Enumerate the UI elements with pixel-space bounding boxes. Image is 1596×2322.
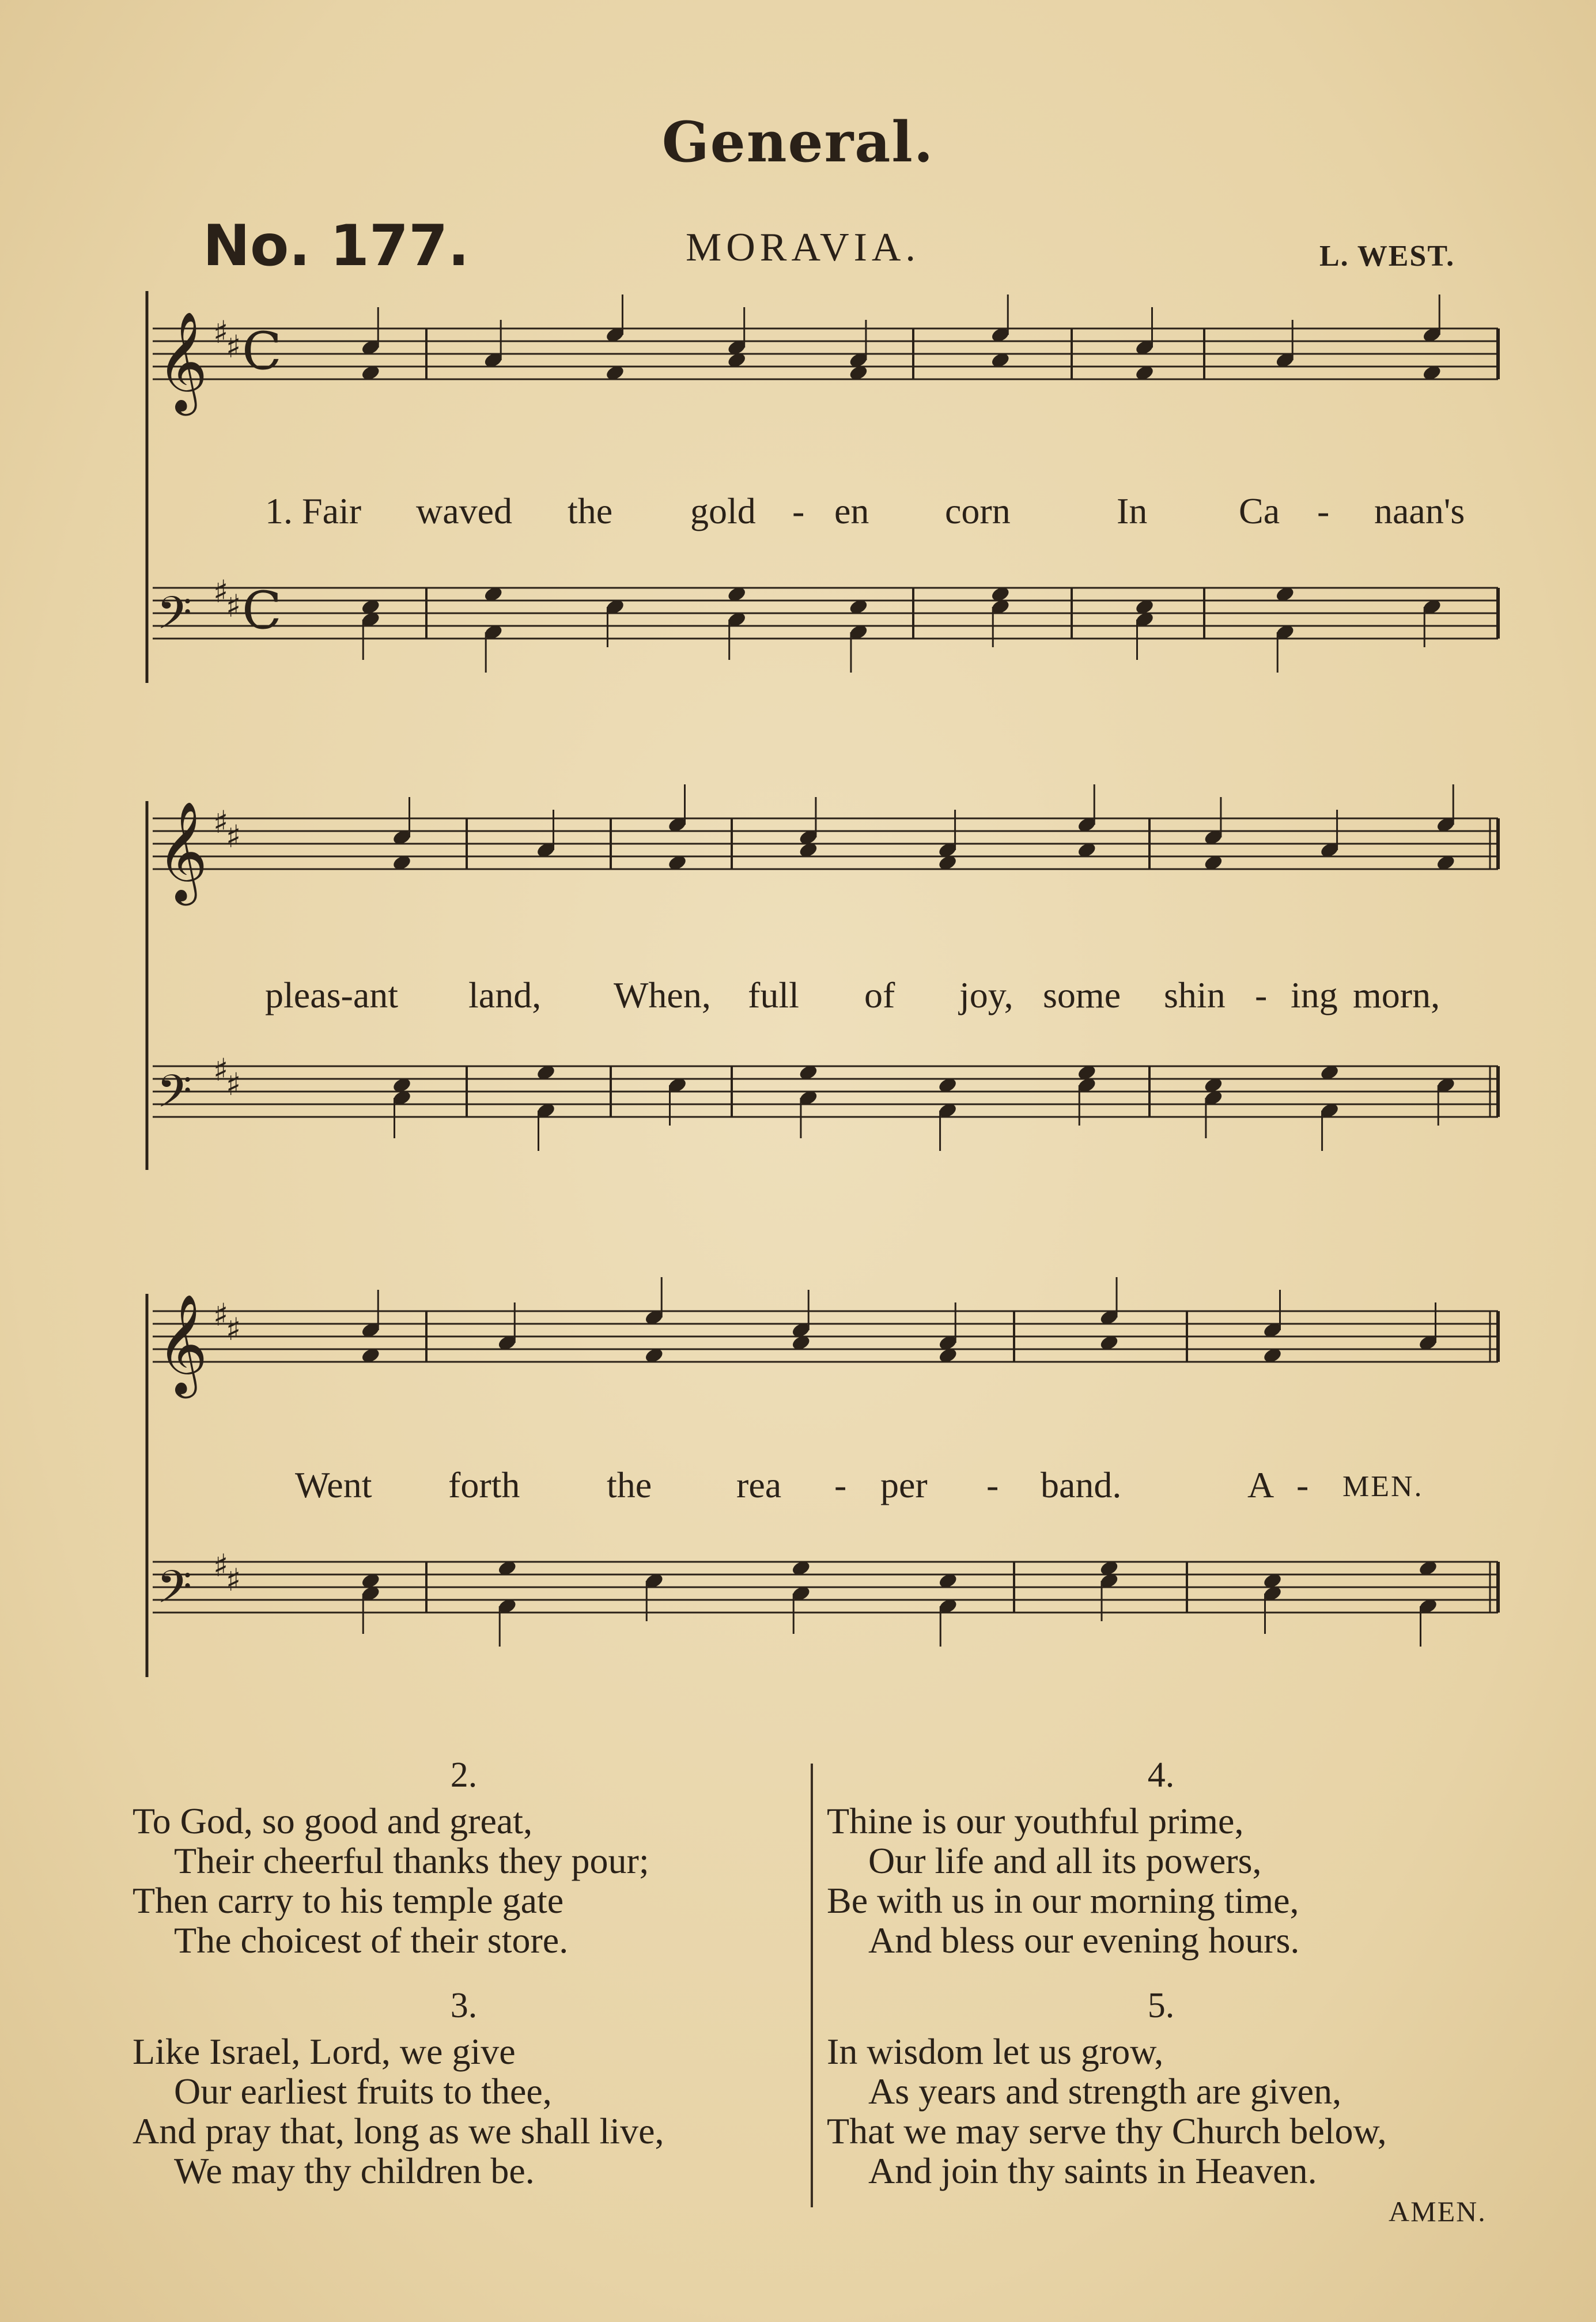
lyric-syllable: waved [416,490,513,531]
lyric-syllable: land, [468,975,542,1015]
lyric-syllable: band. [1041,1464,1122,1505]
lyric-syllable: full [748,975,799,1015]
verse-3 [133,2032,664,2191]
lyric-syllable: MEN. [1342,1470,1424,1503]
verse-line: Thine is our youthful prime, [827,1800,1244,1841]
verse-line: Our life and all its powers, [868,1840,1262,1881]
section-title: General. [661,110,935,175]
lyric-syllable: per [880,1464,928,1505]
verse-number: 2. [450,1755,478,1795]
lyric-syllable: - [986,1464,999,1505]
common-time-icon: C [242,580,282,641]
lyric-syllable: - [792,490,805,531]
bass-clef-icon: 𝄢 [157,1561,192,1625]
verse-2 [133,1801,649,1960]
sharp-icon: ♯ [213,804,229,840]
sharp-icon: ♯ [226,1311,241,1347]
verse-number: 3. [450,1986,478,2025]
lyric-syllable: the [568,490,613,531]
verse-line: As years and strength are given, [868,2071,1342,2112]
lyric-syllable: morn, [1353,975,1440,1015]
lyric-syllable: 1. Fair [265,490,362,531]
verse-line: And pray that, long as we shall live, [133,2110,664,2151]
lyric-syllable: en [834,490,869,531]
lyric-syllable: - [834,1464,847,1505]
verse-4 [827,1801,1299,1960]
verse-number: 5. [1147,1986,1175,2025]
lyric-syllable: naan's [1374,490,1465,531]
lyric-syllable: joy, [959,975,1013,1015]
verse-line: To God, so good and great, [133,1800,533,1841]
bass-clef-icon: 𝄢 [157,587,192,651]
sharp-icon: ♯ [226,1562,241,1598]
sharp-icon: ♯ [226,818,241,855]
sharp-icon: ♯ [213,1547,229,1584]
sharp-icon: ♯ [213,314,229,350]
lyric-syllable: corn [945,490,1011,531]
treble-clef-icon: 𝄞 [157,311,208,411]
lyric-syllable: rea [736,1464,782,1505]
verse-line: Like Israel, Lord, we give [133,2031,516,2072]
lyric-syllable: shin [1164,975,1226,1015]
lyric-syllable: pleas-ant [265,975,398,1015]
lyric-syllable: Ca [1239,490,1280,531]
sharp-icon: ♯ [226,588,241,624]
verse-line: And bless our evening hours. [868,1920,1300,1961]
verse-5 [827,2032,1387,2191]
verse-line: In wisdom let us grow, [827,2031,1164,2072]
column-divider [811,1764,813,2207]
verse-line: We may thy children be. [174,2150,535,2191]
sharp-icon: ♯ [213,1297,229,1333]
verse-line: And join thy saints in Heaven. [868,2150,1317,2191]
sharp-icon: ♯ [213,573,229,610]
lyric-syllable: In [1117,490,1148,531]
lyric-syllable: ing [1291,975,1338,1015]
verse-line: That we may serve thy Church below, [827,2110,1387,2151]
lyric-syllable: - [1296,1464,1309,1505]
verse-line: Then carry to his temple gate [133,1880,564,1921]
lyric-syllable: - [1317,490,1330,531]
composer: L. WEST. [1319,240,1455,273]
hymn-number: No. 177. [203,213,470,279]
sharp-icon: ♯ [226,1066,241,1103]
lyric-syllable: - [1255,975,1268,1015]
common-time-icon: C [242,321,282,382]
lyric-syllable: the [607,1464,652,1505]
tune-name: MORAVIA. [686,225,920,270]
sharp-icon: ♯ [213,1052,229,1088]
lyric-syllable: gold [690,490,756,531]
lyric-syllable: of [864,975,895,1015]
lyric-syllable: Went [295,1464,372,1505]
treble-clef-icon: 𝄞 [157,1294,208,1394]
bass-clef-icon: 𝄢 [157,1066,192,1129]
verse-line: Our earliest fruits to thee, [174,2071,552,2112]
lyric-syllable: some [1043,975,1121,1015]
verse-number: 4. [1147,1755,1175,1795]
closing-amen: AMEN. [1389,2195,1487,2227]
sharp-icon: ♯ [226,329,241,365]
treble-clef-icon: 𝄞 [157,801,208,901]
lyric-syllable: A [1247,1464,1274,1505]
verse-line: Their cheerful thanks they pour; [174,1840,649,1881]
lyric-syllable: forth [448,1464,520,1505]
lyric-syllable: When, [614,975,711,1015]
verse-line: The choicest of their store. [174,1920,569,1961]
verse-line: Be with us in our morning time, [827,1880,1299,1921]
